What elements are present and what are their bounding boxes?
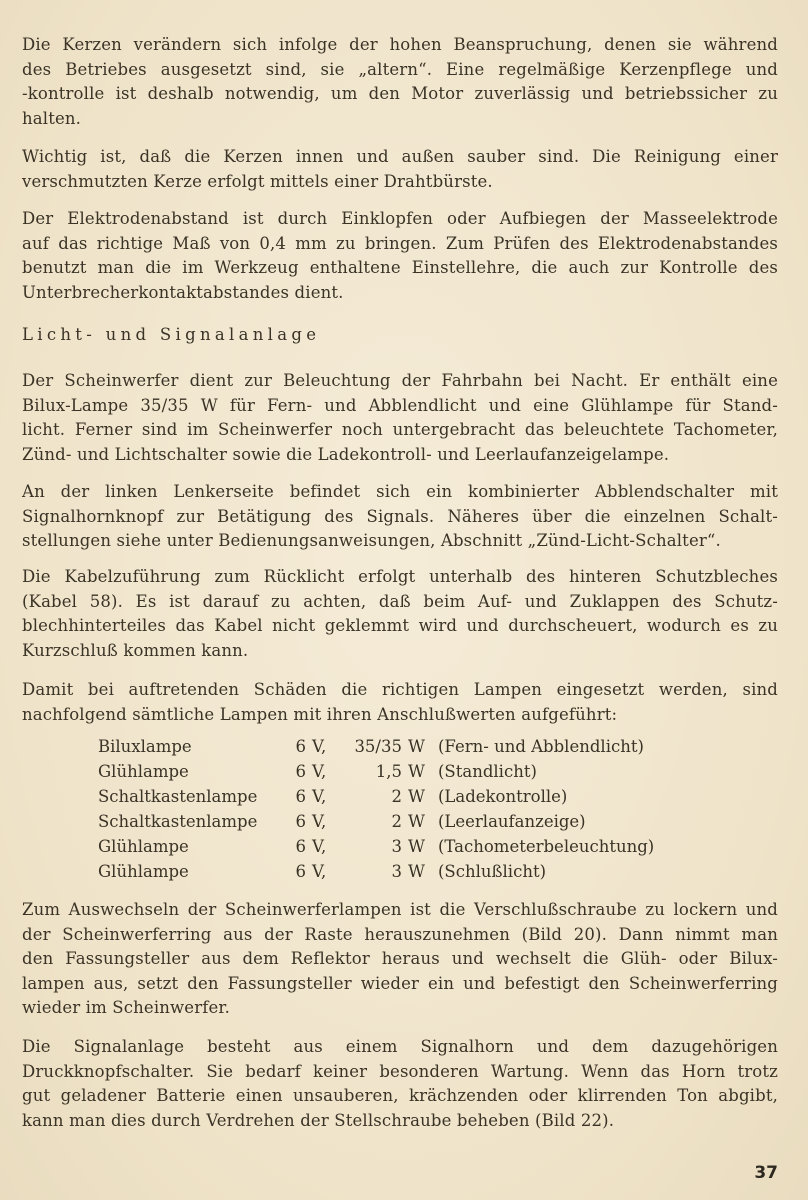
text-line: lampen aus, setzt den Fassungsteller wieder ein und befestigt den Scheinwerferring bbox=[22, 973, 778, 993]
wattage-unit: W bbox=[408, 787, 425, 806]
paragraph-dimmer-switch bbox=[22, 480, 778, 554]
table-row bbox=[98, 784, 654, 809]
lamp-usage: (Tachometerbeleuchtung) bbox=[438, 837, 655, 856]
text-line: benutzt man die im Werkzeug enthaltene Einstellehre, die auch zur Kontrolle des bbox=[22, 258, 778, 277]
text-line: des Betriebes ausgesetzt sind, sie „altern“. Eine regelmäßige Kerzenpflege und bbox=[22, 59, 778, 79]
page-number: 37 bbox=[754, 1163, 778, 1183]
lamp-name: Schaltkastenlampe bbox=[98, 812, 258, 831]
lamp-wattage: 2 bbox=[391, 812, 402, 831]
lamp-voltage: 6 bbox=[295, 812, 306, 831]
paragraph-lamp-replacement bbox=[22, 898, 778, 1021]
lamp-wattage: 3 bbox=[391, 837, 402, 856]
table-row bbox=[98, 834, 654, 859]
lamp-wattage: 3 bbox=[391, 862, 402, 881]
text-line: Die Kerzen verändern sich infolge der hohen Beanspruchung, denen sie während bbox=[22, 35, 778, 54]
section-heading: Licht- und Signalanlage bbox=[22, 325, 321, 344]
text-line: Zum Auswechseln der Scheinwerferlampen ist die Verschlußschraube zu lockern und bbox=[22, 900, 778, 919]
text-line: Die Kabelzuführung zum Rücklicht erfolgt unterhalb des hinteren Schutzbleches bbox=[22, 567, 778, 586]
lamp-voltage: 6 bbox=[295, 762, 306, 781]
text-line: Zünd- und Lichtschalter sowie die Ladekontroll- und Leerlaufanzeigelampe. bbox=[22, 444, 670, 464]
lamp-wattage: 2 bbox=[391, 787, 402, 806]
text-line: An der linken Lenkerseite befindet sich ein kombinierter Abblendschalter mit bbox=[22, 482, 778, 501]
text-line: der Scheinwerferring aus der Raste herauszunehmen (Bild 20). Dann nimmt man bbox=[22, 924, 778, 944]
paragraph-signal-system bbox=[22, 1035, 778, 1133]
voltage-unit: V, bbox=[312, 787, 327, 806]
wattage-unit: W bbox=[408, 737, 425, 756]
text-line: (Kabel 58). Es ist darauf zu achten, daß beim Auf- und Zuklappen des Schutz- bbox=[22, 591, 778, 611]
lamp-voltage: 6 bbox=[295, 837, 306, 856]
lamp-voltage: 6 bbox=[295, 862, 306, 881]
paragraph-spark-plug-aging bbox=[22, 33, 778, 131]
text-line: halten. bbox=[22, 108, 82, 128]
paragraph-headlight bbox=[22, 369, 778, 467]
voltage-unit: V, bbox=[312, 862, 327, 881]
wattage-unit: W bbox=[408, 837, 425, 856]
paragraph-spark-plug-cleaning bbox=[22, 145, 778, 194]
text-line: nachfolgend sämtliche Lampen mit ihren Anschlußwerten aufgeführt: bbox=[22, 704, 618, 724]
wattage-unit: W bbox=[408, 762, 425, 781]
lamp-usage: (Standlicht) bbox=[438, 762, 537, 781]
lamp-usage: (Fern- und Abblendlicht) bbox=[438, 737, 644, 756]
text-line: Der Scheinwerfer dient zur Beleuchtung der Fahrbahn bei Nacht. Er enthält eine bbox=[22, 371, 778, 390]
wattage-unit: W bbox=[408, 812, 425, 831]
text-line: licht. Ferner sind im Scheinwerfer noch untergebracht das beleuchtete Tachometer, bbox=[22, 420, 778, 439]
text-line: auf das richtige Maß von 0,4 mm zu bringen. Zum Prüfen des Elektrodenabstandes bbox=[22, 233, 778, 253]
lamp-usage: (Leerlaufanzeige) bbox=[438, 812, 586, 831]
text-line: Kurzschluß kommen kann. bbox=[22, 640, 249, 660]
lamp-wattage: 1,5 bbox=[375, 762, 402, 781]
voltage-unit: V, bbox=[312, 737, 327, 756]
text-line: Unterbrecherkontaktabstandes dient. bbox=[22, 282, 344, 302]
text-line: Signalhornknopf zur Betätigung des Signals. Näheres über die einzelnen Schalt- bbox=[22, 506, 778, 526]
text-line: Bilux-Lampe 35/35 W für Fern- und Abblendlicht und eine Glühlampe für Stand- bbox=[22, 395, 778, 415]
lamp-name: Schaltkastenlampe bbox=[98, 787, 258, 806]
lamp-name: Glühlampe bbox=[98, 837, 189, 856]
lamp-voltage: 6 bbox=[295, 787, 306, 806]
lamp-name: Biluxlampe bbox=[98, 737, 192, 756]
text-line: stellungen siehe unter Bedienungsanweisungen, Abschnitt „Zünd-Licht-Schalter“. bbox=[22, 531, 721, 550]
lamp-name: Glühlampe bbox=[98, 762, 189, 781]
table-row bbox=[98, 809, 654, 834]
text-line: blechhinterteiles das Kabel nicht geklemmt wird und durchscheuert, wodurch es zu bbox=[22, 616, 778, 635]
voltage-unit: V, bbox=[312, 762, 327, 781]
text-line: gut geladener Batterie einen unsauberen, krächzenden oder klirrenden Ton abgibt, bbox=[22, 1086, 778, 1105]
text-line: Die Signalanlage besteht aus einem Signalhorn und dem dazugehörigen bbox=[22, 1037, 778, 1056]
text-line: Druckknopfschalter. Sie bedarf keiner besonderen Wartung. Wenn das Horn trotz bbox=[22, 1061, 778, 1081]
table-row bbox=[98, 859, 654, 884]
text-line: kann man dies durch Verdrehen der Stellschraube beheben (Bild 22). bbox=[22, 1110, 615, 1130]
lamp-table bbox=[98, 734, 654, 884]
table-row bbox=[98, 759, 654, 784]
lamp-usage: (Ladekontrolle) bbox=[438, 787, 568, 806]
voltage-unit: V, bbox=[312, 837, 327, 856]
text-line: den Fassungsteller aus dem Reflektor heraus und wechselt die Glüh- oder Bilux- bbox=[22, 949, 778, 968]
text-line: Wichtig ist, daß die Kerzen innen und außen sauber sind. Die Reinigung einer bbox=[22, 147, 778, 166]
table-row bbox=[98, 734, 654, 759]
text-line: verschmutzten Kerze erfolgt mittels einer Drahtbürste. bbox=[22, 171, 493, 191]
paragraph-tail-light-cable bbox=[22, 565, 778, 663]
lamp-voltage: 6 bbox=[295, 737, 306, 756]
text-line: -kontrolle ist deshalb notwendig, um den Motor zuverlässig und betriebssicher zu bbox=[22, 84, 778, 103]
text-line: Damit bei auftretenden Schäden die richtigen Lampen eingesetzt werden, sind bbox=[22, 680, 778, 699]
lamp-name: Glühlampe bbox=[98, 862, 189, 881]
text-line: wieder im Scheinwerfer. bbox=[22, 998, 231, 1017]
paragraph-electrode-gap bbox=[22, 207, 778, 305]
voltage-unit: V, bbox=[312, 812, 327, 831]
wattage-unit: W bbox=[408, 862, 425, 881]
lamp-wattage: 35/35 bbox=[354, 737, 402, 756]
text-line: Der Elektrodenabstand ist durch Einklopfen oder Aufbiegen der Masseelektrode bbox=[22, 209, 778, 228]
paragraph-lamp-list-intro bbox=[22, 678, 778, 727]
lamp-usage: (Schlußlicht) bbox=[438, 862, 547, 881]
